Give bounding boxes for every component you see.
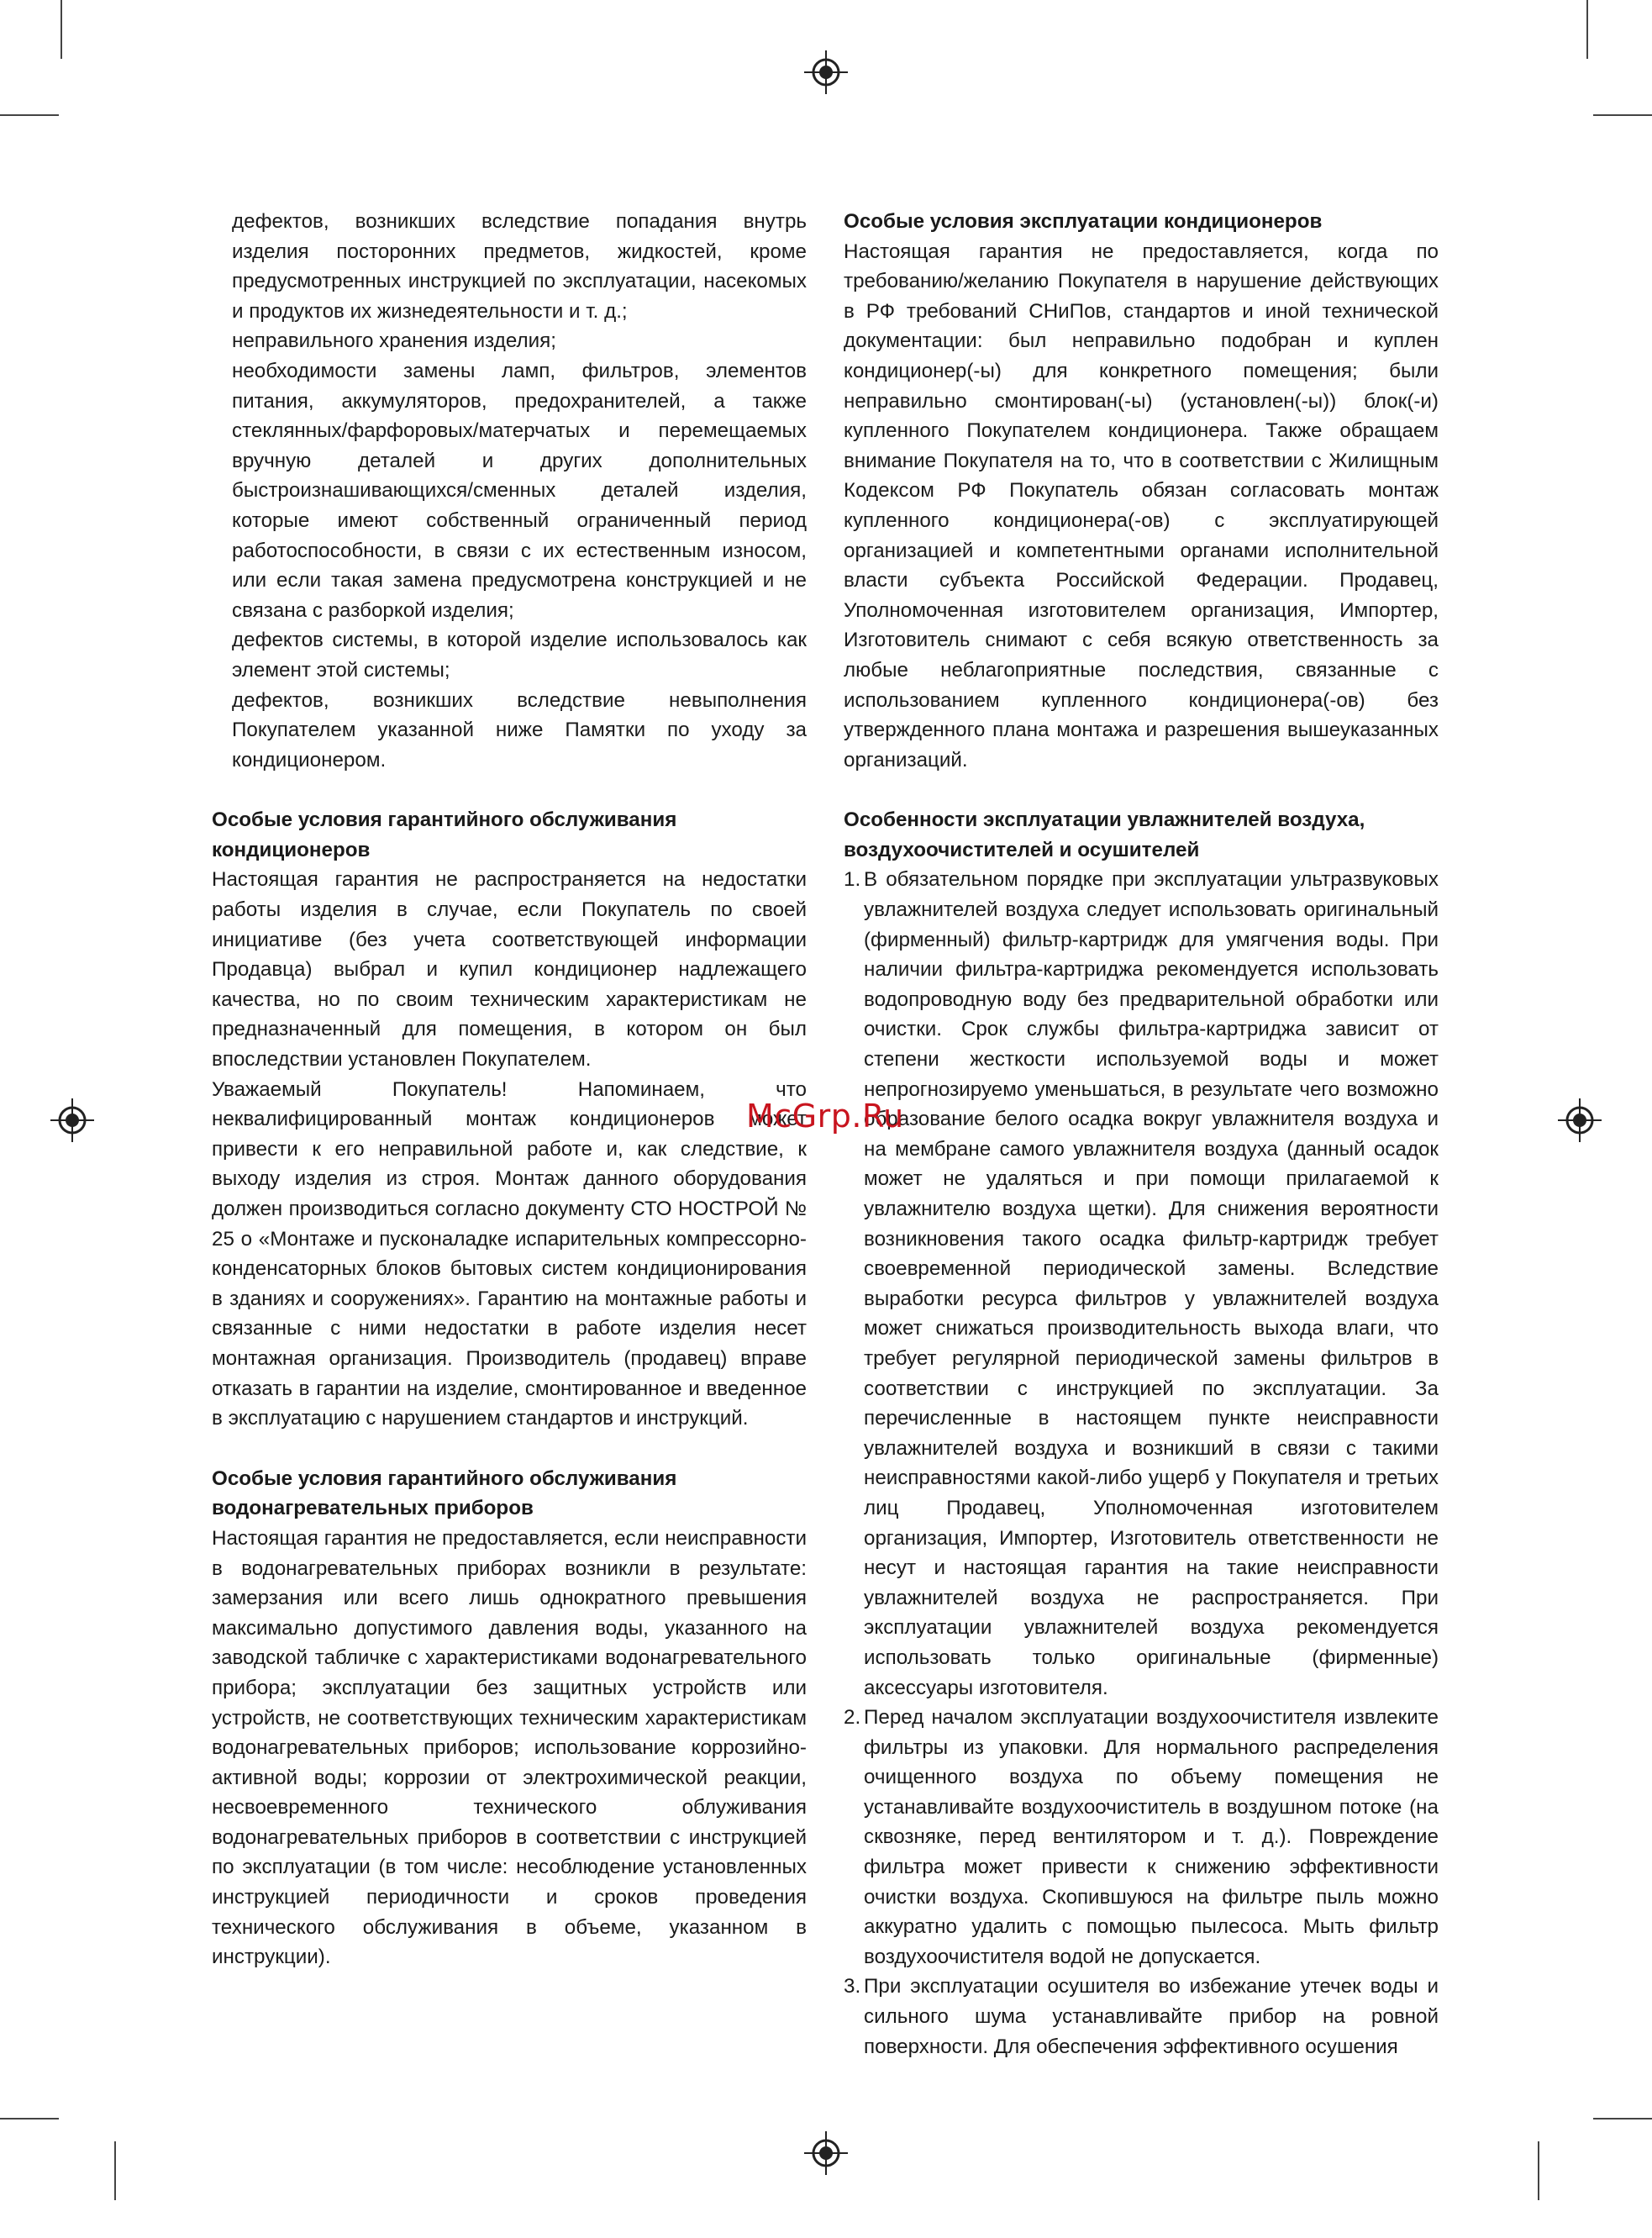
intro-item: неправильного хранения изделия; [232,329,556,353]
left-column [212,207,807,1972]
numbered-list [844,865,1439,2062]
watermark: McGrp.Ru [746,1098,904,1135]
registration-mark-icon [49,1097,96,1144]
list-item-text: Перед началом эксплуатации воздухоочистителя извлеките фильтры из упаковки. Для нормального распределения очищенного воздуха по объему помещения не устанавливайте воздухоочиститель в воздушном потоке (на сквозняке, перед вентилятором и т. д.). Повреждение фильтра может привести к снижению эффективности очистки воздуха. Скопившуюся на фильтре пыль можно аккуратно удалить с помощью пылесоса. Мыть фильтр воздухоочистителя водой не допускается. [864,1706,1439,1968]
section-paragraph: Настоящая гарантия не предоставляется, когда по требованию/желанию Покупателя в нарушение действующих в РФ требований СНиПов, стандартов и иной технической документации: был неправильно подобран и куплен кондиционер(-ы) для конкретного помещения; были неправильно смонтирован(-ы) (установлен(-ы)) блок(-и) купленного Покупателем кондиционера. Также обращаем внимание Покупателя на то, что в соответствии с Жилищным Кодексом РФ Покупатель обязан согласовать монтаж купленного кондиционера(-ов) с эксплуатирующей организацией и компетентными органами исполнительной власти субъекта Российской Федерации. Продавец, Уполномоченная изготовителем организация, Импортер, Изготовитель снимают с себя всякую ответственность за любые неблагоприятные последствия, связанные с использованием купленного кондиционера(-ов) без утвержденного плана монтажа и разрешения вышеуказанных организаций. [844,240,1439,771]
crop-mark [0,2118,59,2120]
intro-item: необходимости замены ламп, фильтров, элементов питания, аккумуляторов, предохранителей, а также стеклянных/фарфоровых/матерчатых и перемещаемых вручную деталей и других дополнительных быстроизнашивающихся/сменных деталей изделия, которые имеют собственный ограниченный период работоспособности, в связи с их естественным износом, или если такая замена предусмотрена конструкцией и не связана с разборкой изделия; [232,359,807,622]
crop-mark [1586,0,1588,59]
crop-mark [1593,2118,1652,2120]
section-heading: Особые условия гарантийного обслуживания кондиционеров [212,808,677,861]
right-column [844,207,1439,2062]
section-heading: Особые условия гарантийного обслуживания водонагревательных приборов [212,1467,677,1520]
intro-item: дефектов, возникших вследствие попадания внутрь изделия посторонних предметов, жидкостей, кроме предусмотренных инструкцией по эксплуатации, насекомых и продуктов их жизнедеятельности и т. д.; [232,210,807,323]
section-paragraph: Настоящая гарантия не распространяется на недостатки работы изделия в случае, если Покупатель по своей инициативе (без учета соответствующей информации Продавца) выбрал и купил кондиционер надлежащего качества, но по своим техническим характеристикам не предназначенный для помещения, в котором он был впоследствии установлен Покупателем. [212,868,807,1072]
crop-mark [114,2141,116,2200]
crop-mark [0,114,59,116]
list-item [844,1972,1439,2062]
section-paragraph: Уважаемый Покупатель! Напоминаем, что неквалифицированный монтаж кондиционеров может привести к его неправильной работе и, как следствие, к выходу изделия из строя. Монтаж данного оборудования должен производиться согласно документу СТО НОСТРОЙ № 25 о «Монтаже и пусконаладке испарительных компрессорно-конденсаторных блоков бытовых систем кондиционирования в зданиях и сооружениях». Гарантию на монтажные работы и связанные с ними недостатки в работе изделия несет монтажная организация. Производитель (продавец) вправе отказать в гарантии на изделие, смонтированное и введенное в эксплуатацию с нарушением стандартов и инструкций. [212,1077,807,1430]
list-item-text: В обязательном порядке при эксплуатации ультразвуковых увлажнителей воздуха следует использовать оригинальный (фирменный) фильтр-картридж для умягчения воды. При наличии фильтра-картриджа рекомендуется использовать водопроводную воду без предварительной обработки или очистки. Срок службы фильтра-картриджа зависит от степени жесткости используемой воды и может непрогнозируемо уменьшаться, в результате чего возможно образование белого осадка вокруг увлажнителя воздуха и на мембране самого увлажнителя воздуха (данный осадок может не удаляться и при помощи прилагаемой к увлажнителю воздуха щетки). Для снижения вероятности возникновения такого осадка фильтр-картридж требует своевременной периодической замены. Вследствие выработки ресурса фильтров у увлажнителей воздуха может снижаться производительность выхода влаги, что требует регулярной периодической замены фильтров в соответствии с инструкцией по эксплуатации. За перечисленные в настоящем пункте неисправности увлажнителей воздуха и возникший в связи с такими неисправностями какой-либо ущерб у Покупателя и третьих лиц Продавец, Уполномоченная изготовителем организация, Импортер, Изготовитель ответственности не несут и настоящая гарантия на такие неисправности увлажнителей воздуха не распространяется. При эксплуатации увлажнителей воздуха рекомендуется использовать только оригинальные (фирменные) аксессуары изготовителя. [864,868,1439,1699]
registration-mark-icon [802,49,850,96]
registration-mark-icon [802,2130,850,2177]
crop-mark [1538,2141,1539,2200]
section-heading: Особенности эксплуатации увлажнителей воздуха, воздухоочистителей и осушителей [844,808,1365,861]
list-number: 3. [844,1975,861,1998]
registration-mark-icon [1556,1097,1603,1144]
intro-item: дефектов системы, в которой изделие использовалось как элемент этой системы; [232,629,807,682]
crop-mark [61,0,62,59]
list-item-text: При эксплуатации осушителя во избежание утечек воды и сильного шума устанавливайте прибор на ровной поверхности. Для обеспечения эффективного осушения [864,1975,1439,2058]
list-number: 2. [844,1706,861,1730]
section-paragraph: Настоящая гарантия не предоставляется, если неисправности в водонагревательных приборах возникли в результате: замерзания или всего лишь однократного превышения максимально допустимого давления воды, указанного на заводской табличке с характеристиками водонагревательного прибора; эксплуатации без защитных устройств или устройств, не соответствующих техническим характеристикам водонагревательных приборов; использование коррозийно-активной воды; коррозии от электрохимической реакции, несвоевременного технического облуживания водонагревательных приборов в соответствии с инструкцией по эксплуатации (в том числе: несоблюдение установленных инструкцией периодичности и сроков проведения технического обслуживания в объеме, указанном в инструкции). [212,1526,807,1969]
intro-item: дефектов, возникших вследствие невыполнения Покупателем указанной ниже Памятки по уходу за кондиционером. [232,688,807,771]
section-heading: Особые условия эксплуатации кондиционеров [844,210,1323,233]
list-number: 1. [844,868,861,892]
crop-mark [1593,114,1652,116]
list-item [844,1703,1439,1972]
list-item [844,865,1439,1703]
